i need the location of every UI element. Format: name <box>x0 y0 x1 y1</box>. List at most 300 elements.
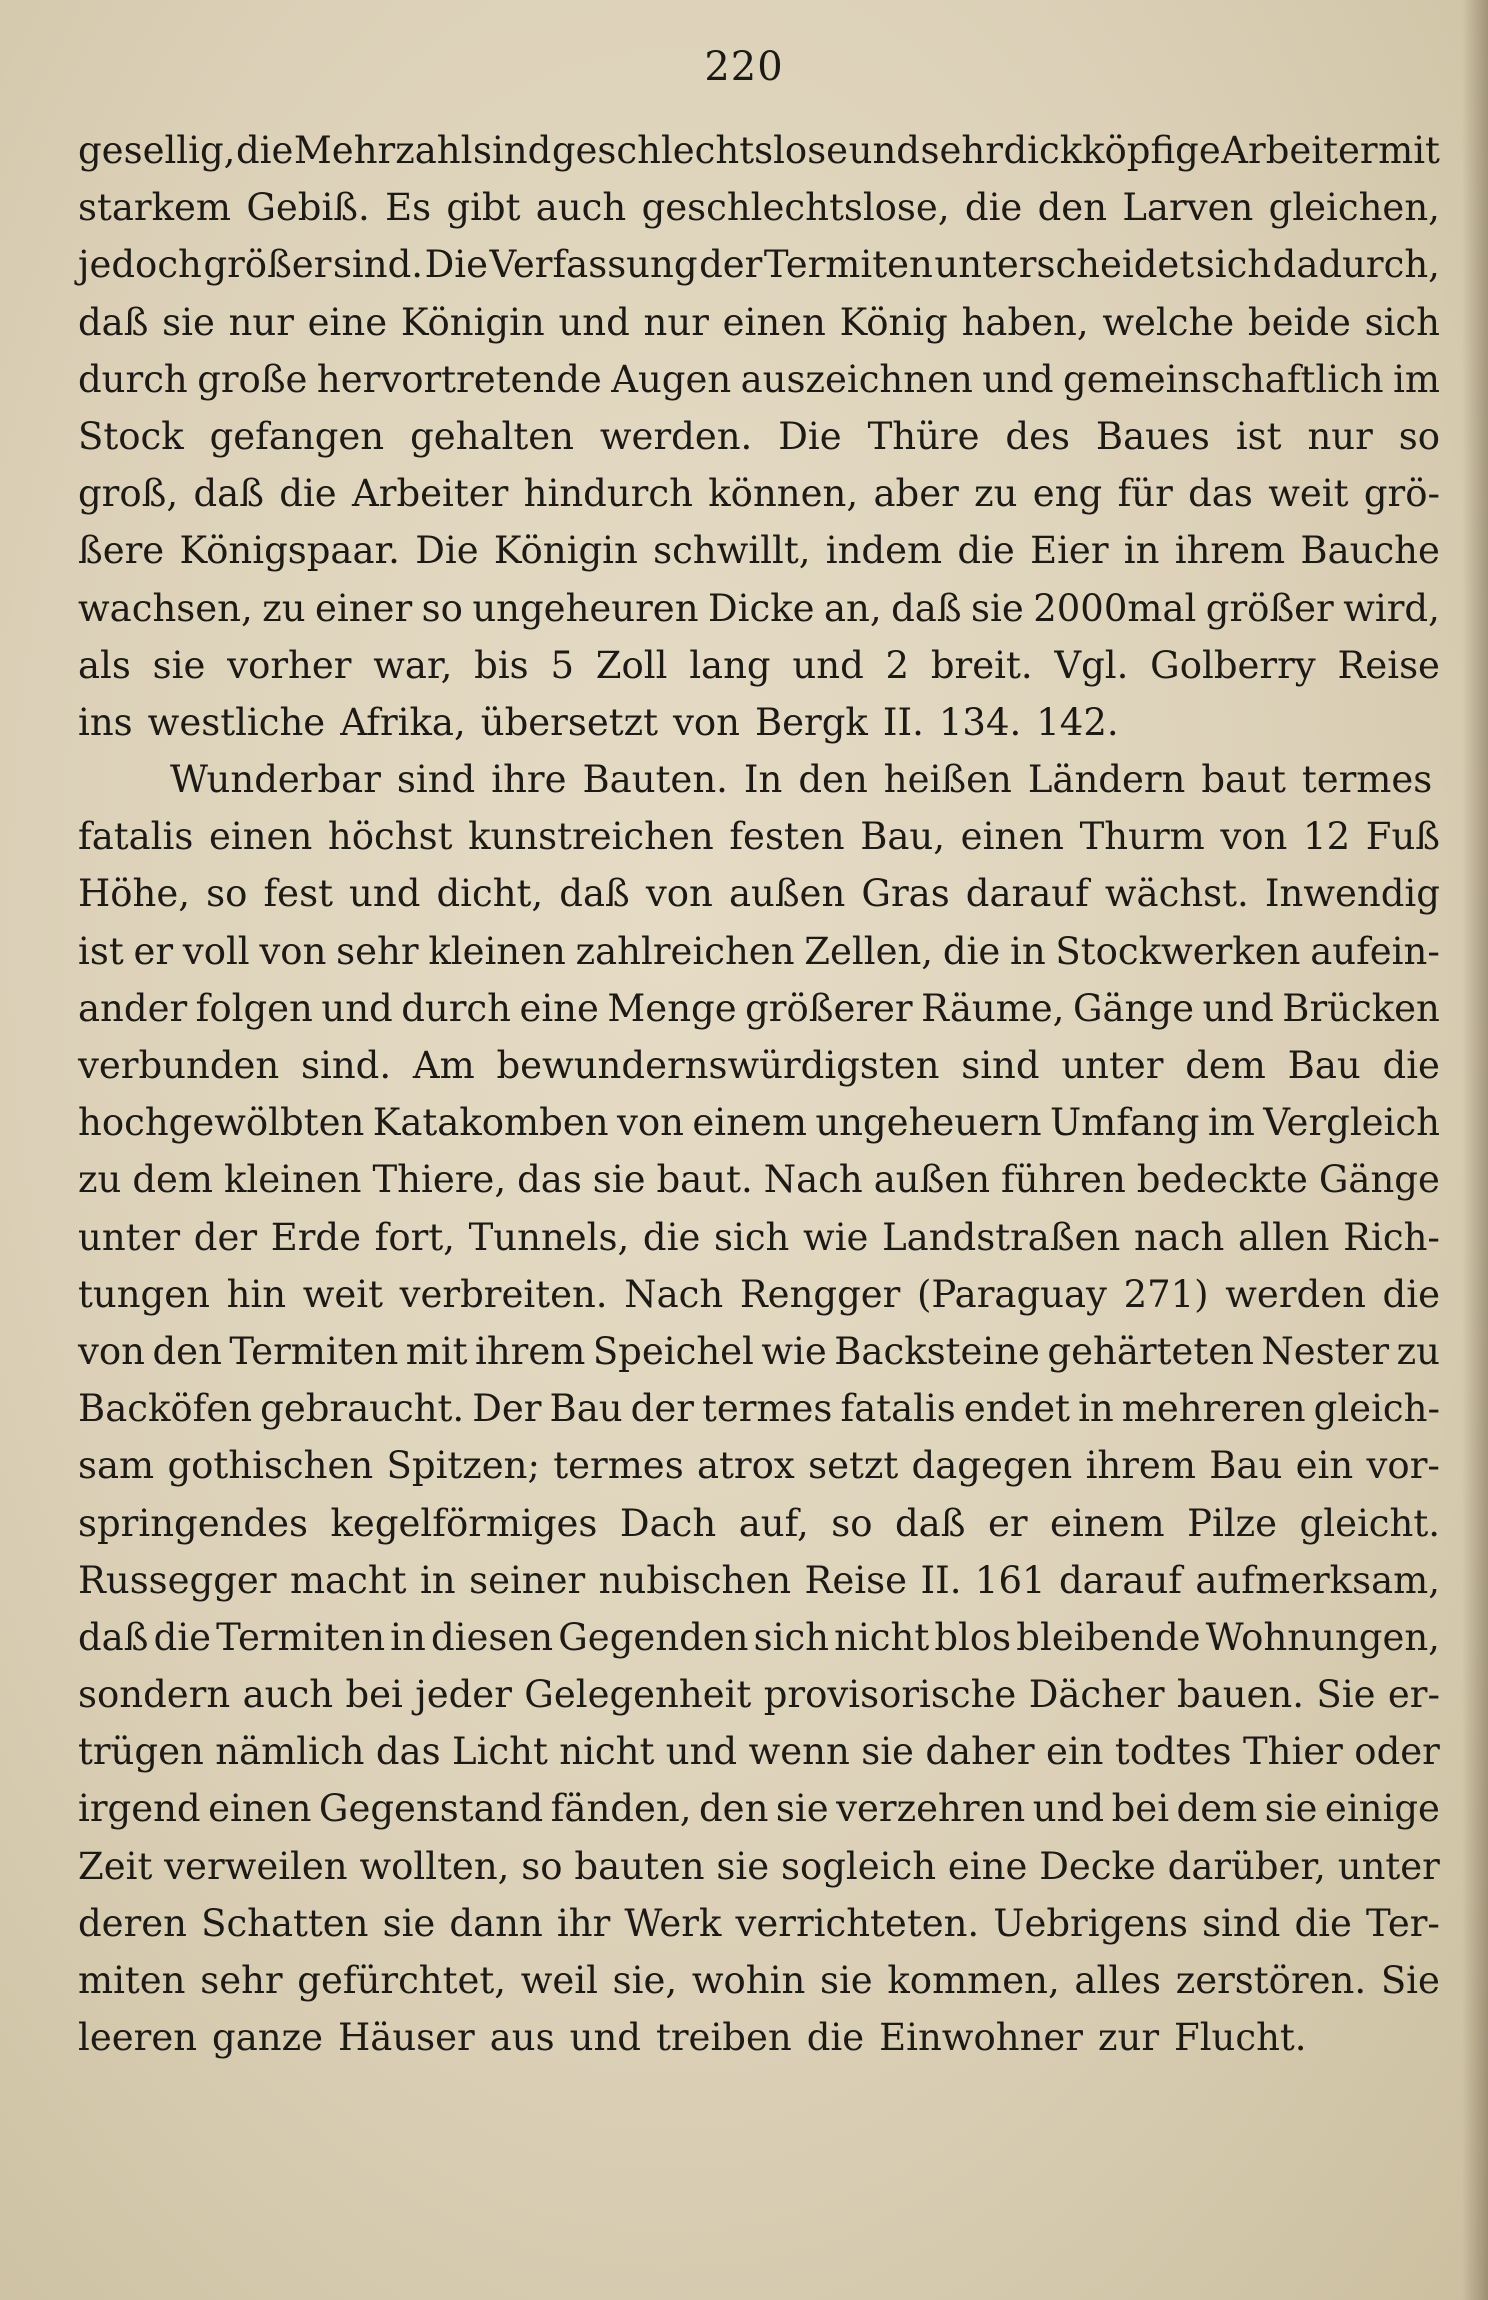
text-word: werden <box>1225 1272 1366 1316</box>
text-word: 2 <box>885 643 910 687</box>
text-word: Die <box>415 529 479 573</box>
text-word: gebraucht. <box>260 1387 465 1431</box>
text-line <box>78 865 1440 922</box>
text-word: einige <box>1324 1787 1440 1831</box>
text-word: aufein- <box>1310 929 1440 973</box>
text-word: aus <box>489 2016 555 2060</box>
text-word: ihr <box>556 1901 611 1945</box>
text-word: gothischen <box>167 1444 374 1488</box>
text-word: Thier <box>1242 1730 1343 1774</box>
text-word: Die <box>778 414 842 458</box>
text-word: die <box>957 529 1015 573</box>
text-word: beide <box>1247 300 1351 344</box>
text-word: ein <box>1295 1444 1354 1488</box>
text-word: durch <box>401 986 511 1030</box>
text-word: des <box>1005 414 1070 458</box>
text-word: mit <box>1378 129 1440 172</box>
text-word: macht <box>289 1558 407 1602</box>
text-word: er <box>987 1501 1028 1545</box>
text-word: zahlreichen <box>575 929 795 973</box>
text-word: übersetzt <box>480 700 658 744</box>
text-word: zur <box>1098 2016 1160 2060</box>
text-word: die <box>153 1615 212 1659</box>
text-word: war, <box>373 643 453 687</box>
text-word: Bau <box>1287 1044 1361 1087</box>
text-line <box>78 1495 1440 1552</box>
text-word: springendes <box>78 1501 309 1545</box>
text-word: Larven <box>1122 186 1254 230</box>
text-word: darüber, <box>1167 1844 1326 1888</box>
text-word: ganze <box>212 2016 324 2060</box>
text-line <box>78 1037 1440 1094</box>
text-word: auch <box>535 186 627 230</box>
text-word: die <box>642 1215 701 1259</box>
text-word: Gänge <box>1072 986 1194 1030</box>
text-word: nur <box>1307 414 1373 458</box>
text-word: nur <box>643 300 709 344</box>
text-word: ein <box>1045 1730 1104 1774</box>
text-word: Zeit <box>78 1844 153 1888</box>
text-word: der <box>193 1215 258 1259</box>
text-word: außen <box>873 1158 991 1202</box>
text-word: sind. <box>332 243 424 287</box>
text-word: ßere <box>78 529 165 573</box>
text-word: oder <box>1354 1730 1440 1774</box>
text-word: kleinen <box>223 1158 362 1202</box>
text-word: termes <box>1301 758 1433 802</box>
text-word: geschlechtslose <box>551 129 849 172</box>
text-line <box>78 1895 1440 1952</box>
text-word: gesellig, <box>78 129 236 172</box>
text-word: verbreiten. <box>399 1272 608 1316</box>
text-word: Verfassung <box>489 243 698 287</box>
text-word: sie <box>716 1844 770 1888</box>
text-word: Umfang <box>1049 1101 1200 1145</box>
text-word: unter <box>1337 1844 1440 1888</box>
text-word: Flucht. <box>1174 2016 1307 2060</box>
text-line <box>78 236 1440 293</box>
text-word: Termiten <box>229 1329 399 1373</box>
text-word: Reise <box>1337 643 1440 687</box>
text-word: Vgl. <box>1054 643 1129 687</box>
text-word: sich <box>753 1615 830 1659</box>
text-word: seiner <box>469 1558 586 1602</box>
page-edge-shadow <box>1462 0 1488 2300</box>
text-word: Ländern <box>1027 758 1186 802</box>
text-word: II. <box>882 700 924 744</box>
text-line <box>78 1780 1440 1837</box>
text-line <box>78 1552 1440 1609</box>
text-word: das <box>517 1158 582 1202</box>
text-word: in <box>419 1558 456 1602</box>
text-word: Arbeiter <box>1221 129 1378 172</box>
text-word: fänden, <box>550 1787 692 1831</box>
text-word: dann <box>449 1901 543 1945</box>
text-line <box>78 1437 1440 1494</box>
text-line <box>78 694 1440 751</box>
text-word: er- <box>1387 1673 1440 1717</box>
text-line <box>78 122 1440 179</box>
text-word: leeren <box>78 2016 198 2060</box>
text-word: wenn <box>748 1730 850 1774</box>
text-word: ihrem <box>475 1329 586 1373</box>
text-word: hervortretende <box>316 357 602 401</box>
text-word: hindurch <box>523 472 693 516</box>
text-word: bewundernswürdigsten <box>496 1044 940 1087</box>
text-word: ist <box>1235 414 1282 458</box>
text-word: 271) <box>1123 1272 1209 1316</box>
text-word: den <box>698 1787 769 1831</box>
text-word: können, <box>708 472 859 516</box>
text-word: ihrem <box>1085 1444 1196 1488</box>
text-word: eine <box>307 300 388 344</box>
text-word: einen <box>960 815 1064 859</box>
text-word: verweilen <box>164 1844 348 1888</box>
text-word: kegelförmiges <box>330 1501 598 1545</box>
text-word: als <box>78 643 131 687</box>
text-word: Inwendig <box>1264 872 1440 916</box>
text-word: die <box>235 129 294 172</box>
text-line <box>78 294 1440 351</box>
text-word: indem <box>825 529 943 573</box>
text-word: daß <box>193 472 264 516</box>
text-word: sogleich <box>780 1844 937 1888</box>
text-word: eine <box>519 986 599 1030</box>
text-line <box>78 1151 1440 1208</box>
text-word: bauen. <box>1176 1673 1305 1717</box>
text-word: kommen, <box>887 1959 1060 2002</box>
text-word: provisorische <box>763 1673 1017 1717</box>
text-line <box>78 980 1440 1037</box>
text-word: daß <box>559 872 630 916</box>
text-word: verbunden <box>78 1044 280 1087</box>
text-word: fort, <box>374 1215 455 1259</box>
text-word: fatalis <box>840 1387 956 1431</box>
text-word: gibt <box>446 186 521 230</box>
text-word: und <box>848 129 920 172</box>
text-word: weit <box>1268 472 1349 516</box>
text-word: und <box>665 1730 738 1774</box>
page-number: 220 <box>704 44 784 90</box>
text-word: setzt <box>808 1444 899 1488</box>
text-line <box>78 2009 1440 2066</box>
text-word: Die <box>424 243 488 287</box>
text-word: Speichel <box>592 1329 754 1373</box>
text-word: sie <box>861 1730 914 1774</box>
text-word: Golberry <box>1150 643 1316 687</box>
text-word: die <box>1294 1901 1352 1945</box>
text-word: Backöfen <box>78 1387 253 1431</box>
text-word: Gebiß. <box>246 186 370 230</box>
text-line <box>78 351 1440 408</box>
text-word: sie <box>775 1787 829 1831</box>
text-word: und <box>792 643 864 687</box>
text-word: sam <box>78 1444 155 1488</box>
text-word: Arbeiter <box>352 472 509 516</box>
text-word: zu <box>974 472 1018 516</box>
text-word: treiben <box>656 2016 792 2060</box>
text-word: so <box>521 1844 563 1888</box>
text-word: Tunnels, <box>468 1215 630 1259</box>
text-word: und <box>321 986 393 1030</box>
text-word: blos <box>934 1615 1012 1659</box>
text-word: Brücken <box>1282 986 1440 1030</box>
text-word: einer <box>315 586 413 630</box>
text-word: dadurch, <box>1272 243 1440 287</box>
text-word: daß <box>891 586 962 630</box>
text-word: breit. <box>930 643 1033 687</box>
text-word: in <box>1123 529 1160 573</box>
text-word: Rengger <box>739 1272 901 1316</box>
text-word: gleicht. <box>1299 1501 1440 1545</box>
text-word: Gegenden <box>558 1615 749 1659</box>
text-word: Bauche <box>1300 529 1440 573</box>
text-word: ihrem <box>1174 529 1286 573</box>
text-word: aber <box>873 472 959 516</box>
text-word: gleichen, <box>1268 186 1440 230</box>
text-line <box>78 808 1440 865</box>
text-word: Dicke <box>708 586 815 630</box>
text-word: 134. <box>938 700 1022 744</box>
text-word: Der <box>472 1387 542 1431</box>
text-line <box>78 179 1440 236</box>
text-word: wie <box>761 1329 827 1373</box>
text-word: festen <box>729 815 845 859</box>
text-word: Höhe, <box>78 872 191 916</box>
text-word: vorher <box>227 643 352 687</box>
text-word: mit <box>405 1329 468 1373</box>
text-word: sie <box>592 1158 646 1202</box>
text-word: gleich- <box>1313 1387 1440 1431</box>
text-word: nämlich <box>215 1730 365 1774</box>
text-word: zerstören. <box>1175 1959 1367 2002</box>
text-word: sehr <box>920 129 1003 172</box>
text-word: Nester <box>1261 1329 1390 1373</box>
text-word: vor- <box>1366 1444 1440 1488</box>
text-word: jedoch <box>78 243 202 287</box>
text-word: dem <box>1185 1044 1266 1087</box>
text-word: von <box>259 929 327 973</box>
text-word: Reise <box>804 1558 908 1602</box>
text-word: den <box>152 1329 222 1373</box>
text-word: unter <box>78 1215 181 1259</box>
text-word: irgend <box>78 1787 201 1831</box>
text-word: geschlechtslose, <box>641 186 950 230</box>
text-word: König <box>839 300 948 344</box>
text-word: Bau, <box>860 815 946 859</box>
text-word: jeder <box>415 1673 512 1717</box>
text-word: kunstreichen <box>468 815 714 859</box>
text-line <box>78 1838 1440 1895</box>
text-word: Pilze <box>1187 1501 1278 1545</box>
text-word: bauten <box>574 1844 705 1888</box>
text-word: Termiten <box>216 1615 386 1659</box>
text-word: daß <box>894 1501 966 1545</box>
text-word: daß <box>78 300 149 344</box>
text-word: Gänge <box>1318 1158 1440 1202</box>
text-word: dem <box>132 1158 213 1202</box>
text-line <box>78 923 1440 980</box>
text-word: Erde <box>270 1215 361 1259</box>
text-word: sehr <box>200 1959 283 2002</box>
text-word: die <box>279 472 337 516</box>
text-word: Bauten. <box>582 758 728 802</box>
text-word: große <box>197 357 308 401</box>
text-word: wachsen, <box>78 586 253 630</box>
text-line <box>78 1666 1440 1723</box>
text-word: Baues <box>1095 414 1210 458</box>
text-word: unterscheidet <box>934 243 1195 287</box>
text-word: Katakomben <box>372 1101 609 1145</box>
text-word: miten <box>78 1959 186 2002</box>
text-word: kleinen <box>428 929 566 973</box>
text-word: in <box>390 1615 426 1659</box>
text-word: außen <box>728 872 846 916</box>
text-word: einem <box>692 1101 807 1145</box>
text-word: sich <box>1364 300 1440 344</box>
text-word: westliche <box>147 700 326 744</box>
text-word: und <box>558 300 630 344</box>
text-word: Dach <box>619 1501 717 1545</box>
text-word: den <box>1037 186 1108 230</box>
text-word: Rich- <box>1343 1215 1440 1259</box>
text-word: atrox <box>697 1444 795 1488</box>
text-word: sie, <box>612 1959 678 2002</box>
text-word: termes <box>701 1387 833 1431</box>
text-word: baut <box>1201 758 1286 802</box>
text-word: sie <box>162 300 215 344</box>
text-word: bei <box>345 1673 403 1717</box>
text-word: der <box>699 243 763 287</box>
text-word: ungeheuern <box>815 1101 1042 1145</box>
text-line <box>78 522 1440 579</box>
text-word: Gras <box>861 872 950 916</box>
text-word: daß <box>78 1615 149 1659</box>
text-word: Sie <box>1380 1959 1440 2002</box>
text-word: zu <box>262 586 306 630</box>
text-word: eng <box>1032 472 1103 516</box>
text-word: termes <box>553 1444 684 1488</box>
text-word: darauf <box>965 872 1089 916</box>
text-word: sie <box>382 1901 436 1945</box>
text-word: 161 <box>974 1558 1046 1602</box>
text-word: unter <box>1061 1044 1164 1087</box>
text-word: höchst <box>327 815 453 859</box>
text-word: sondern <box>78 1673 231 1717</box>
text-word: sind. <box>301 1044 392 1087</box>
text-word: sind <box>961 1044 1040 1087</box>
text-word: darauf <box>1058 1558 1182 1602</box>
text-word: nicht <box>834 1615 930 1659</box>
text-word: Landstraßen <box>882 1215 1121 1259</box>
text-word: auszeichnen <box>740 357 973 401</box>
text-word: so <box>206 872 248 916</box>
text-word: größer <box>1205 586 1334 630</box>
text-word: tungen <box>78 1272 210 1316</box>
text-word: sie <box>152 643 206 687</box>
text-line <box>78 1094 1440 1151</box>
text-word: Räume, <box>921 986 1065 1030</box>
text-line <box>78 1266 1440 1323</box>
text-word: nach <box>1133 1215 1225 1259</box>
text-word: führen <box>1001 1158 1126 1202</box>
text-word: Sie <box>1316 1673 1376 1717</box>
text-word: mehreren <box>1121 1387 1306 1431</box>
text-word: für <box>1117 472 1173 516</box>
text-word: Am <box>412 1044 475 1087</box>
text-word: sind <box>1202 1901 1281 1945</box>
text-word: heißen <box>883 758 1012 802</box>
text-word: Bergk <box>754 700 868 744</box>
text-word: Einwohner <box>879 2016 1083 2060</box>
text-word: Eier <box>1030 529 1109 573</box>
text-word: in <box>1078 1387 1114 1431</box>
text-line <box>78 1209 1440 1266</box>
text-word: gefürchtet, <box>297 1959 507 2002</box>
text-word: voll <box>182 929 250 973</box>
text-word: Königin <box>400 300 545 344</box>
text-word: gehärteten <box>1047 1329 1254 1373</box>
text-word: todtes <box>1114 1730 1232 1774</box>
text-word: 12 <box>1303 815 1351 859</box>
text-word: von <box>672 700 740 744</box>
text-word: Russegger <box>78 1558 277 1602</box>
text-word: bleibende <box>1016 1615 1201 1659</box>
text-word: der <box>630 1387 694 1431</box>
text-word: sich <box>714 1215 790 1259</box>
text-word: die <box>806 2016 865 2060</box>
text-word: dagegen <box>911 1444 1073 1488</box>
text-word: Spitzen; <box>386 1444 540 1488</box>
text-word: alles <box>1074 1959 1162 2002</box>
text-line <box>78 465 1440 522</box>
text-word: nicht <box>559 1730 655 1774</box>
text-word: Wunderbar <box>170 758 381 802</box>
text-word: 2000mal <box>1033 586 1197 630</box>
text-word: Thurm <box>1079 815 1205 859</box>
text-word: dicht, <box>436 872 544 916</box>
text-word: die <box>1382 1272 1440 1316</box>
text-word: ungeheuren <box>472 586 699 630</box>
text-word: wird, <box>1343 586 1440 630</box>
text-word: weil <box>520 1959 598 2002</box>
text-word: sehr <box>336 929 419 973</box>
text-line <box>78 1609 1440 1666</box>
text-word: dem <box>1176 1787 1258 1831</box>
text-word: Menge <box>607 986 737 1030</box>
text-word: auch <box>242 1673 334 1717</box>
text-word: grö- <box>1363 472 1440 516</box>
text-word: Königspaar. <box>179 529 400 573</box>
text-word: baut. <box>656 1158 753 1202</box>
text-word: verrichteten. <box>735 1901 980 1945</box>
text-line <box>78 1723 1440 1780</box>
text-word: Schatten <box>201 1901 369 1945</box>
text-word: und <box>982 357 1054 401</box>
text-word: wie <box>803 1215 869 1259</box>
text-word: diesen <box>430 1615 554 1659</box>
text-word: von <box>616 1101 684 1145</box>
text-word: Afrika, <box>340 700 466 744</box>
text-word: ist <box>78 929 124 973</box>
text-word: und <box>1032 1787 1105 1831</box>
text-word: nur <box>228 300 294 344</box>
text-word: sich <box>1195 243 1272 287</box>
text-word: Thiere, <box>372 1158 507 1202</box>
text-word: Stockwerken <box>1055 929 1301 973</box>
text-word: ander <box>78 986 188 1030</box>
text-line <box>78 408 1440 465</box>
